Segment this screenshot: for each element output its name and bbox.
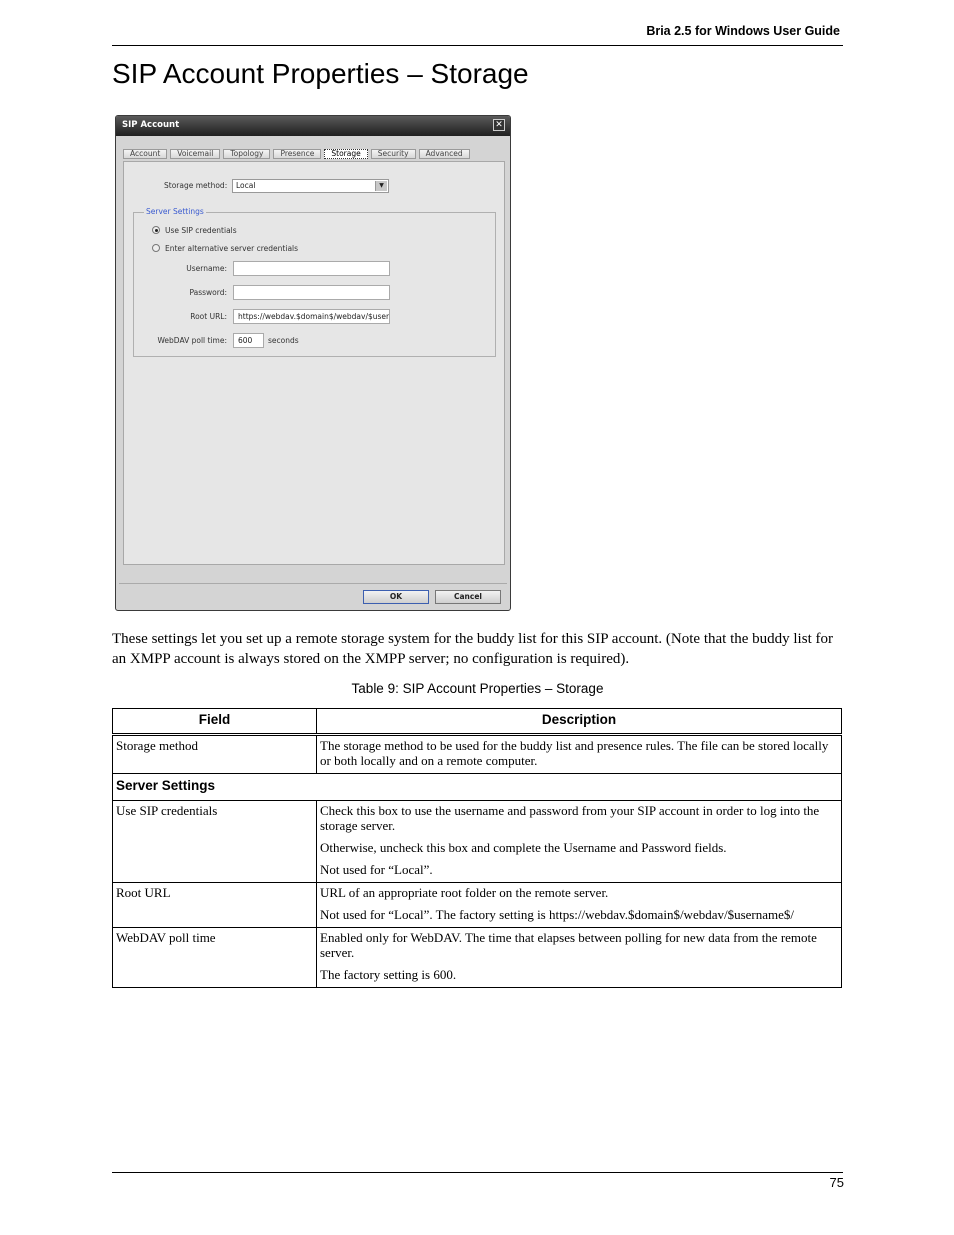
tab-storage[interactable]: Storage <box>324 149 367 159</box>
table-row <box>113 928 842 988</box>
page-title: SIP Account Properties – Storage <box>112 58 529 89</box>
field-cell: WebDAV poll time <box>113 928 317 988</box>
storage-method-value: Local <box>236 181 256 190</box>
storage-panel <box>123 161 505 565</box>
radio-use-sip-label: Use SIP credentials <box>165 226 237 235</box>
tab-advanced[interactable]: Advanced <box>419 149 470 159</box>
description-text: Not used for “Local”. <box>320 862 433 877</box>
tab-account[interactable]: Account <box>123 149 167 159</box>
password-label: Password: <box>189 288 227 297</box>
table-caption: Table 9: SIP Account Properties – Storage <box>351 681 604 696</box>
server-settings-legend: Server Settings <box>146 207 204 216</box>
table-row <box>113 735 842 774</box>
cancel-button[interactable]: Cancel <box>435 590 501 604</box>
username-field[interactable] <box>233 261 390 276</box>
description-cell <box>317 883 842 928</box>
table-row <box>113 883 842 928</box>
header-field: Field <box>113 709 317 735</box>
password-field[interactable] <box>233 285 390 300</box>
username-label: Username: <box>186 264 227 273</box>
webdav-poll-field[interactable]: 600 <box>233 333 264 348</box>
section-label: Server Settings <box>113 774 842 801</box>
chevron-down-icon[interactable]: ▼ <box>375 181 387 191</box>
field-cell: Use SIP credentials <box>113 801 317 883</box>
description-text: URL of an appropriate root folder on the remote server. <box>320 885 609 900</box>
dialog-separator <box>119 583 507 584</box>
root-url-label: Root URL: <box>190 312 227 321</box>
footer-rule <box>112 1172 843 1173</box>
tab-security[interactable]: Security <box>371 149 416 159</box>
description-text: Otherwise, uncheck this box and complete the Username and Password fields. <box>320 840 727 855</box>
description-cell <box>317 928 842 988</box>
radio-alternative-credentials[interactable] <box>152 244 160 252</box>
tab-bar <box>123 149 470 159</box>
description-cell <box>317 801 842 883</box>
close-icon[interactable]: ✕ <box>493 119 505 131</box>
dialog-titlebar <box>116 116 510 136</box>
description-text: Not used for “Local”. The factory setting is https://webdav.$domain$/webdav/$username$/ <box>320 907 795 922</box>
table-row <box>113 801 842 883</box>
properties-table <box>112 708 842 988</box>
radio-use-sip-credentials[interactable] <box>152 226 160 234</box>
tab-topology[interactable]: Topology <box>223 149 270 159</box>
storage-method-label: Storage method: <box>164 181 228 190</box>
webdav-poll-label: WebDAV poll time: <box>157 336 227 345</box>
description-text: Check this box to use the username and password from your SIP account in order to log into the storage server. <box>320 803 820 833</box>
header-rule <box>112 45 843 46</box>
section-row <box>113 774 842 801</box>
header-description: Description <box>317 709 842 735</box>
tab-presence[interactable]: Presence <box>273 149 321 159</box>
description-text: The factory setting is 600. <box>320 967 457 982</box>
dialog-title: SIP Account <box>122 120 180 130</box>
description-text: Enabled only for WebDAV. The time that elapses between polling for new data from the remote server. <box>320 930 817 960</box>
radio-alt-label: Enter alternative server credentials <box>165 244 299 253</box>
storage-method-select[interactable] <box>232 179 389 193</box>
field-cell: Root URL <box>113 883 317 928</box>
sip-account-dialog <box>115 115 511 611</box>
description-text: The storage method to be used for the buddy list and presence rules. The file can be stored locally or both locally and on a remote computer. <box>320 738 829 768</box>
poll-unit-label: seconds <box>268 336 299 345</box>
guide-title: Bria 2.5 for Windows User Guide <box>646 24 840 38</box>
table-header-row <box>113 709 842 735</box>
description-cell <box>317 735 842 774</box>
field-cell: Storage method <box>113 735 317 774</box>
server-settings-group <box>133 207 496 357</box>
tab-voicemail[interactable]: Voicemail <box>170 149 220 159</box>
page-number: 75 <box>829 1175 844 1190</box>
ok-button[interactable]: OK <box>363 590 429 604</box>
root-url-field[interactable]: https://webdav.$domain$/webdav/$user <box>233 309 390 324</box>
intro-paragraph: These settings let you set up a remote storage system for the buddy list for this SIP account. (Note that the buddy list for an XMPP account is always stored on the XMPP server; no configuration is required). <box>112 631 833 667</box>
